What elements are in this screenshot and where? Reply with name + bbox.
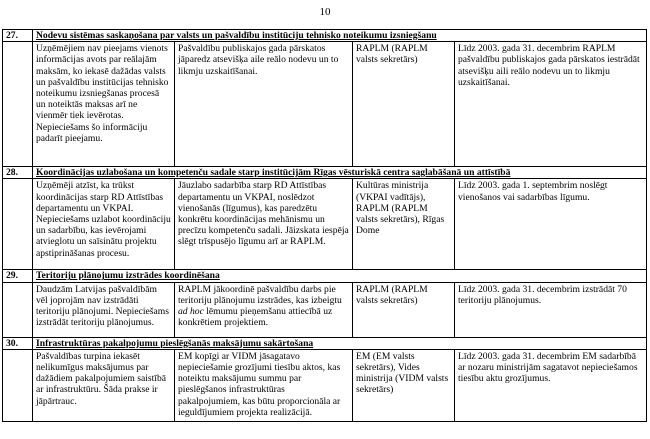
problem-cell: Pašvaldības turpina iekasēt nelikumīgus maksājumus par dažādiem pakalpojumiem saistībā ar infrastruktūru. Šāda prakse ir jāpārtrauc. xyxy=(33,349,175,421)
section-title: Teritoriju plānojumu izstrādes koordinēšana xyxy=(33,270,647,282)
table-row-27 xyxy=(3,42,647,167)
problem-cell: Uzņēmējiem nav pieejams vienots informācijas avots par reālajām maksām, ko iekasē dažādas valsts un pašvaldību institūcijas tehnisko noteikumu izsniegšanas procesā un noteiktās maksas arī ne vienmēr tiek ievērotas. Nepieciešams šo informāciju padarīt pieejamu. xyxy=(33,42,175,167)
table-row-28 xyxy=(3,179,647,270)
section-title: Nodevu sistēmas saskaņošana par valsts un pašvaldību institūciju tehnisko noteikumu izsniegšanu xyxy=(33,30,647,42)
deadline-cell: Līdz 2003. gada 31. decembrim RAPLM pašvaldību publiskajos gada pārskatos iestrādāt atsevišķu aili reālo nodevu un to likmju uzskaitīšanai. xyxy=(455,42,647,167)
page-number: 10 xyxy=(319,6,331,18)
empty-cell xyxy=(3,349,33,421)
action-cell: Jāuzlabo sadarbība starp RD Attīstības departamentu un VKPAI, noslēdzot vienošanās (līgumus), kas paredzētu konkrētu koordinācijas mehānismu un precīzu kompetenču sadali. Jāizskata iespēja slēgt trīspusējo līgumu arī ar RAPLM. xyxy=(175,179,353,270)
section-header-29 xyxy=(3,270,647,282)
section-title: Infrastruktūras pakalpojumu pieslēgšanās maksājumu sakārtošana xyxy=(33,337,647,349)
empty-cell xyxy=(3,42,33,167)
section-number: 30. xyxy=(3,337,33,349)
table-row-30 xyxy=(3,349,647,421)
responsible-cell: RAPLM (RAPLM valsts sekretārs) xyxy=(353,282,455,337)
ad-hoc-italic: ad hoc xyxy=(178,306,204,318)
section-title: Koordinācijas uzlabošana un kompetenču sadale starp institūcijām Rīgas vēsturiskā centra saglabāšanā un attīstībā xyxy=(33,167,647,179)
section-number: 28. xyxy=(3,167,33,179)
action-plan-table xyxy=(2,29,647,422)
responsible-cell: Kultūras ministrija (VKPAI vadītājs), RAPLM (RAPLM valsts sekretārs), Rīgas Dome xyxy=(353,179,455,270)
deadline-cell: Līdz 2003. gada 1. septembrim noslēgt vienošanos vai sadarbības līgumu. xyxy=(455,179,647,270)
section-header-30 xyxy=(3,337,647,349)
deadline-cell: Līdz 2003. gada 31. decembrim EM sadarbībā ar nozaru ministrijām sagatavot nepieciešamos tiesību aktu grozījumus. xyxy=(455,349,647,421)
deadline-cell: Līdz 2003. gada 31. decembrim izstrādāt 70 teritoriju plānojumus. xyxy=(455,282,647,337)
section-header-27 xyxy=(3,30,647,42)
empty-cell xyxy=(3,282,33,337)
action-cell: Pašvaldību publiskajos gada pārskatos jāparedz atsevišķa aile reālo nodevu un to likmju uzskaitīšanai. xyxy=(175,42,353,167)
table-row-29 xyxy=(3,282,647,337)
section-number: 29. xyxy=(3,270,33,282)
responsible-cell: EM (EM valsts sekretārs), Vides ministrija (VIDM valsts sekretārs) xyxy=(353,349,455,421)
section-number: 27. xyxy=(3,30,33,42)
problem-cell: Uzņēmēji atzīst, ka trūkst koordinācijas starp RD Attīstības departamentu un VKPAI. Nepieciešams uzlabot koordināciju un sadarbību, kas ievērojami atvieglotu un saīsinātu projektu apstiprināšanas procesu. xyxy=(33,179,175,270)
problem-cell: Daudzām Latvijas pašvaldībām vēl joprojām nav izstrādāti teritoriju plānojumi. Nepieciešams izstrādāt teritoriju plānojumus. xyxy=(33,282,175,337)
action-cell: RAPLM jākoordinē pašvaldību darbs pie teritoriju plānojumu izstrādes, kas izbeigtu ad hoc lēmumu pieņemšanu attiecībā uz konkrētiem projektiem. xyxy=(175,282,353,337)
section-header-28 xyxy=(3,167,647,179)
responsible-cell: RAPLM (RAPLM valsts sekretārs) xyxy=(353,42,455,167)
action-cell: EM kopīgi ar VIDM jāsagatavo nepieciešamie grozījumi tiesību aktos, kas noteiktu maksājumu summu par pieslēgšanos infrastruktūras pakalpojumiem, kas būtu proporcionāla ar ieguldījumiem projekta realizācijā. xyxy=(175,349,353,421)
empty-cell xyxy=(3,179,33,270)
